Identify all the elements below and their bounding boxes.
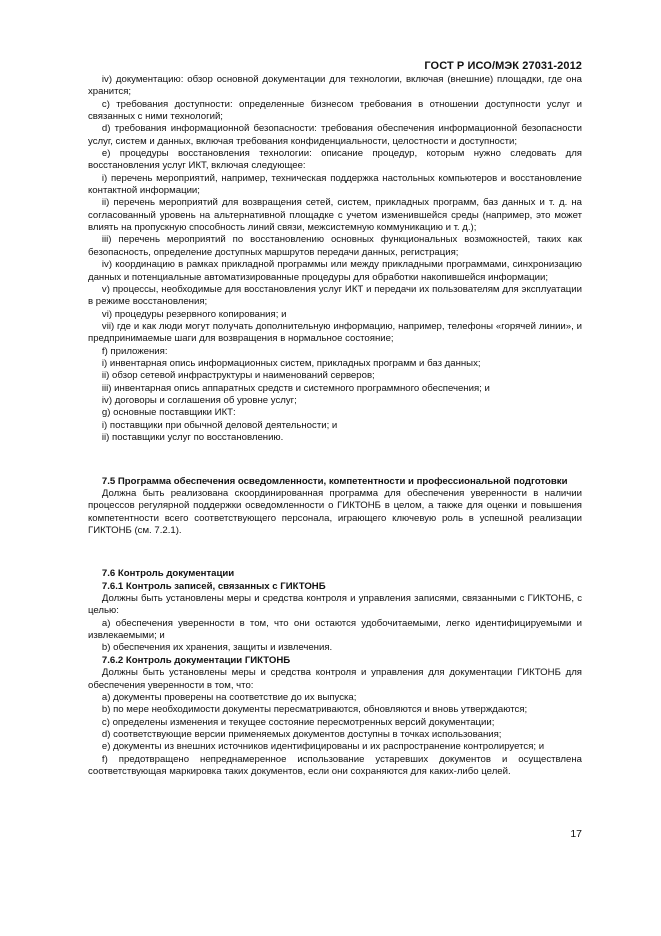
paragraph: ii) поставщики услуг по восстановлению. <box>101 431 284 443</box>
paragraph: vii) где и как люди могут получать дополнительную информацию, например, телефоны «горячей линии», и предпринимаемые шаги для возвращения в нормальное состояние; <box>88 320 582 345</box>
paragraph-gap <box>88 547 582 559</box>
paragraph: v) процессы, необходимые для восстановления услуг ИКТ и передачи их пользователям для эксплуатации в режиме восстановления; <box>88 283 582 308</box>
paragraph: iv) документацию: обзор основной документации для технологии, включая (внешние) площадки, где она хранится; <box>88 74 582 98</box>
paragraph: iv) координацию в рамках прикладной программы или между прикладными программами, синхронизацию данных и потенциальные автоматизированные процедуры для обработки накопившейся информации; <box>88 259 582 283</box>
paragraph: a) документы проверены на соответствие до их выпуска; <box>101 691 357 703</box>
paragraph: Должны быть установлены меры и средства контроля и управления для документации ГИКТОНБ для обеспечения уверенности в том, что: <box>88 667 582 691</box>
paragraph: i) поставщики при обычной деловой деятельности; и <box>101 419 338 431</box>
paragraph: iii) инвентарная опись аппаратных средств и системного программного обеспечения; и <box>101 382 490 394</box>
paragraph: iv) договоры и соглашения об уровне услуг; <box>101 394 297 406</box>
paragraph: i) инвентарная опись информационных систем, прикладных программ и баз данных; <box>101 357 481 369</box>
document-code: ГОСТ Р ИСО/МЭК 27031-2012 <box>424 60 582 72</box>
paragraph: vi) процедуры резервного копирования; и <box>101 308 287 320</box>
paragraph: b) по мере необходимости документы пересматриваются, обновляются и вновь утверждаются; <box>101 704 528 716</box>
section-heading: 7.6.1 Контроль записей, связанных с ГИКТОНБ <box>101 580 326 592</box>
paragraph: Должны быть установлены меры и средства контроля и управления записями, связанными с ГИКТОНБ, с целью: <box>88 593 582 617</box>
paragraph: d) требования информационной безопасности: требования обеспечения информационной безопасности услуг, систем и данных, включая требования конфиденциальности, целостности и доступности; <box>88 123 582 147</box>
paragraph: e) документы из внешних источников идентифицированы и их распространение контролируется; и <box>101 741 545 753</box>
paragraph: f) приложения: <box>101 345 168 357</box>
paragraph: e) процедуры восстановления технологии: описание процедур, которым нужно следовать для восстановления услуг ИКТ, включая следующее: <box>88 148 582 172</box>
section-heading: 7.6 Контроль документации <box>101 568 235 580</box>
page-header <box>424 60 582 72</box>
section-heading: 7.5 Программа обеспечения осведомленности, компетентности и профессиональной подготовки <box>101 475 568 487</box>
paragraph: a) обеспечения уверенности в том, что они остаются удобочитаемыми, легко идентифицируемыми и извлекаемыми; и <box>88 617 582 642</box>
paragraph: g) основные поставщики ИКТ: <box>101 407 236 419</box>
paragraph: ii) перечень мероприятий для возвращения сетей, систем, прикладных программ, баз данных и т. д. на согласованный уровень на альтернативной площадке с учетом изменившейся среды (например, это может влиять на пропускную способность линий связи, межсистемную коммуникацию и т. д.); <box>88 197 582 234</box>
paragraph: c) определены изменения и текущее состояние пересмотренных версий документации; <box>101 716 495 728</box>
document-body <box>88 74 582 778</box>
paragraph: Должна быть реализована скоординированная программа для обеспечения уверенности в наличии процессов регулярной поддержки осведомленности о ГИКТОНБ в целом, а также для оценки и повышения компетентности всего соответствующего персонала, играющего ключевую роль в успешной реализации ГИКТОНБ (см. 7.2.1). <box>88 487 582 536</box>
paragraph: d) соответствующие версии применяемых документов доступны в точках использования; <box>101 728 502 740</box>
paragraph: c) требования доступности: определенные бизнесом требования в отношении доступности услуг и связанных с ними технологий; <box>88 98 582 123</box>
page-number: 17 <box>570 828 582 840</box>
paragraph: iii) перечень мероприятий по восстановлению основных функциональных возможностей, таких как безопасность, определение доступных маршрутов передачи данных, регистрация; <box>88 234 582 258</box>
paragraph: ii) обзор сетевой инфраструктуры и наименований серверов; <box>101 370 375 382</box>
paragraph-gap <box>88 454 582 466</box>
section-heading: 7.6.2 Контроль документации ГИКТОНБ <box>101 654 291 666</box>
paragraph: b) обеспечения их хранения, защиты и извлечения. <box>101 642 333 654</box>
paragraph: i) перечень мероприятий, например, техническая поддержка настольных компьютеров и восстановление контактной информации; <box>88 172 582 197</box>
paragraph: f) предотвращено непреднамеренное использование устаревших документов и осуществлена соответствующая маркировка таких документов, если они сохраняются для каких-либо целей. <box>88 753 582 777</box>
